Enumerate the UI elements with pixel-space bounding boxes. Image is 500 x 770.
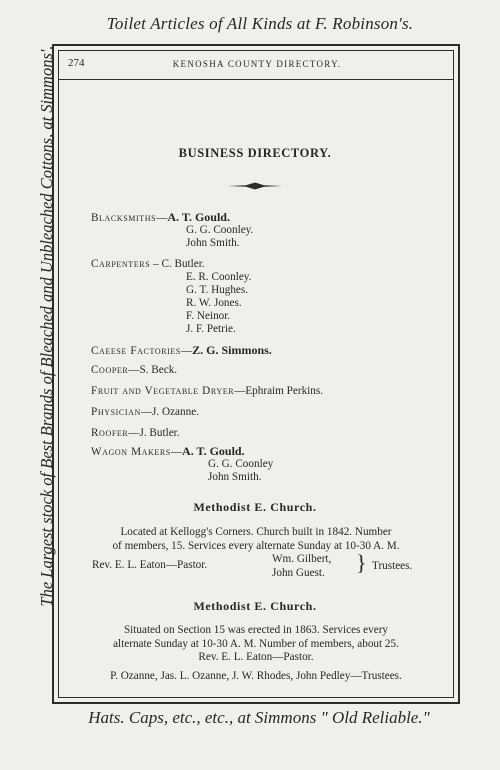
entry-name: E. R. Coonley. bbox=[186, 271, 252, 283]
church-2-title: Methodist E. Church. bbox=[193, 599, 317, 613]
entry-name: J. F. Petrie. bbox=[186, 323, 236, 335]
entry-name: G. G. Coonley. bbox=[186, 224, 254, 236]
church-1-trustees-label: Trustees. bbox=[372, 560, 413, 572]
entry-name: F. Neinor. bbox=[186, 310, 231, 322]
entry-carpenters: Carpenters – C. Butler. bbox=[91, 258, 205, 270]
church-2-line-2: alternate Sunday at 10-30 A. M. Number of members, about 25. bbox=[113, 638, 399, 650]
entry-cooper: Cooper—S. Beck. bbox=[91, 364, 178, 376]
entry-name: G. T. Hughes. bbox=[186, 284, 249, 296]
page-number: 274 bbox=[68, 57, 85, 69]
entry-name: John Smith. bbox=[208, 471, 262, 483]
entry-name: G. G. Coonley bbox=[208, 458, 274, 470]
ornament-divider bbox=[228, 182, 282, 190]
entry-fruit-dryer: Fruit and Vegetable Dryer—Ephraim Perkins. bbox=[91, 385, 324, 397]
entry-roofer: Roofer—J. Butler. bbox=[91, 427, 180, 439]
church-1-pastor: Rev. E. L. Eaton—Pastor. bbox=[92, 559, 208, 571]
church-1-trustee: Wm. Gilbert, bbox=[272, 553, 332, 565]
top-advertisement: Toilet Articles of All Kinds at F. Robinson's. bbox=[106, 14, 414, 33]
church-1-title: Methodist E. Church. bbox=[193, 500, 317, 514]
header-rule bbox=[58, 79, 454, 80]
entry-cheese-factories: Caeese Factories—Z. G. Simmons. bbox=[91, 343, 272, 357]
entry-wagon-makers: Wagon Makers—A. T. Gould. bbox=[91, 444, 245, 458]
entry-name: R. W. Jones. bbox=[186, 297, 242, 309]
running-head: KENOSHA COUNTY DIRECTORY. bbox=[172, 59, 342, 69]
church-2-line-1: Situated on Section 15 was erected in 1863. Services every bbox=[123, 624, 389, 636]
church-2-pastor: Rev. E. L. Eaton—Pastor. bbox=[198, 651, 314, 663]
brace-icon: } bbox=[356, 550, 367, 575]
side-advertisement: The Largest stock of Best Brands of Bleached and Unbleached Cottons, at Simmons'. bbox=[37, 45, 56, 607]
entry-physician: Physician—J. Ozanne. bbox=[91, 406, 199, 418]
business-directory-title: BUSINESS DIRECTORY. bbox=[178, 146, 332, 160]
church-1-line-1: Located at Kellogg's Corners. Church built in 1842. Number bbox=[120, 526, 392, 538]
church-1-line-2: of members, 15. Services every alternate Sunday at 10-30 A. M. bbox=[112, 540, 400, 552]
bottom-advertisement: Hats. Caps, etc., etc., at Simmons " Old Reliable." bbox=[88, 708, 430, 727]
church-2-trustees: P. Ozanne, Jas. L. Ozanne, J. W. Rhodes, John Pedley—Trustees. bbox=[110, 670, 402, 682]
entry-name: John Smith. bbox=[186, 237, 240, 249]
entry-blacksmiths: Blacksmiths—A. T. Gould. bbox=[91, 210, 230, 224]
church-1-trustee: John Guest. bbox=[272, 567, 325, 579]
